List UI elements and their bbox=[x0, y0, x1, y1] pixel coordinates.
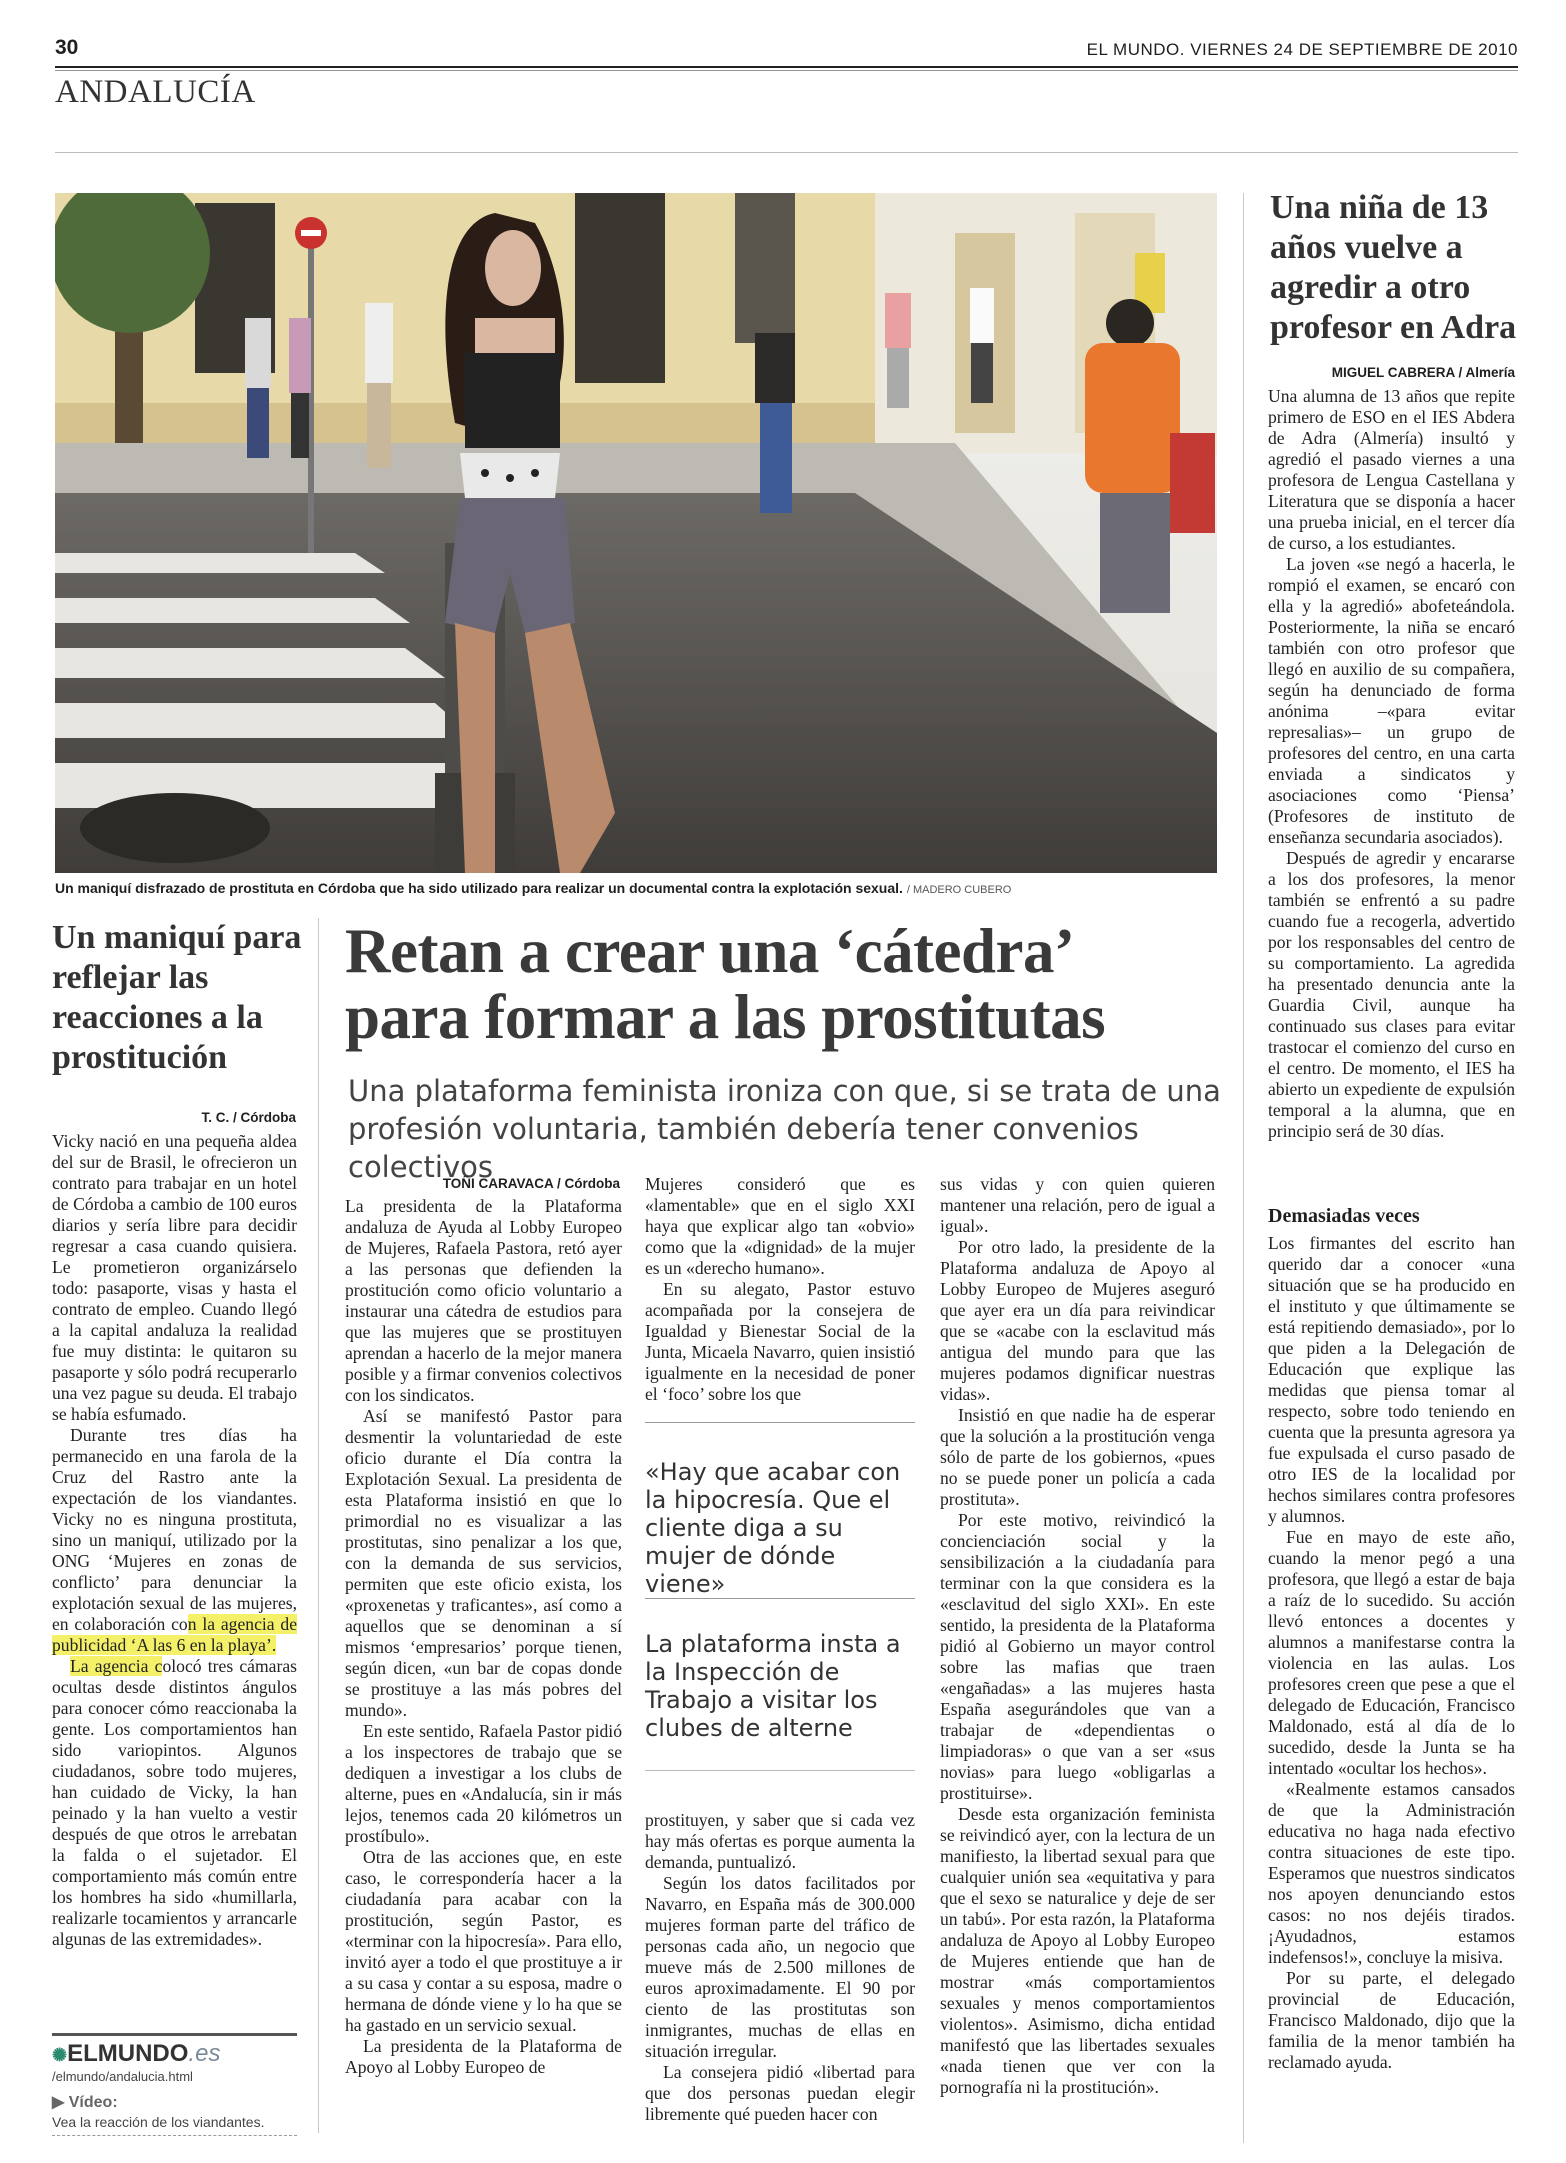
left-article-body bbox=[52, 1131, 297, 1950]
page-number: 30 bbox=[55, 36, 79, 59]
column-divider bbox=[318, 918, 319, 2133]
main-column-2-top bbox=[645, 1174, 915, 1405]
side-article-body bbox=[1268, 386, 1515, 1142]
paragraph: Así se manifestó Pastor para desmentir la voluntariedad de este oficio durante el Día contra la Explotación Sexual. La presidenta de esta Plataforma insistió en que lo primordial no es visualizar a las prostitutas, sino penalizar a los que, con la demanda de sus servicios, permiten que este oficio exista, los «proxenetas y traficantes», así como a aquellos que se denominan a sí mismos ‘empresarios’ porque tienen, según dicen, «un bar de copas donde se prostituye a las más pobres del mundo». bbox=[345, 1406, 622, 1720]
paragraph: Por otro lado, la presidente de la Plataforma andaluza de Apoyo al Lobby Europeo de Mujeres aseguró que ayer era un día para reivindicar que se «acabe con la esclavitud más antigua del mundo para que las mujeres podamos dignificar nuestras vidas». bbox=[940, 1237, 1215, 1404]
paragraph: Según los datos facilitados por Navarro, en España más de 300.000 mujeres forman parte del tráfico de personas cada año, un negocio que mueve más de 2.500 millones de euros aproximadamente. El 90 por ciento de las prostitutas son inmigrantes, muchas de ellas en situación irregular. bbox=[645, 1873, 915, 2061]
paragraph: La presidenta de la Plataforma de Apoyo al Lobby Europeo de bbox=[345, 2036, 622, 2077]
web-box-rule bbox=[52, 2033, 297, 2036]
paragraph bbox=[52, 1425, 297, 1656]
main-byline: TOÑI CARAVACA / Córdoba bbox=[442, 1176, 620, 1191]
brand-name: ELMUNDO bbox=[67, 2040, 189, 2067]
paragraph: La consejera pidió «libertad para que dos personas puedan elegir libremente qué pueden hacer con bbox=[645, 2062, 915, 2124]
section-rule bbox=[55, 152, 1518, 153]
paragraph: Mujeres consideró que es «lamentable» que en el siglo XXI haya que explicar algo tan «obvio» como que la «dignidad» de la mujer es un «derecho humano». bbox=[645, 1174, 915, 1278]
main-column-3 bbox=[940, 1174, 1215, 2098]
paragraph: Los firmantes del escrito han querido dar a conocer «una situación que se ha producido en el instituto y que últimamente se está repitiendo demasiado», por lo que piden a la Delegación de Educación que explique las medidas que piensa tomar al respecto, sobre todo teniendo en cuenta que la presunta agresora ya fue expulsada el curso pasado de otro IES de la localidad por hechos similares contra profesores y alumnos. bbox=[1268, 1233, 1515, 1526]
paragraph: Después de agredir y encararse a los dos profesores, la menor también se enfrentó a su padre cuando fue a recogerla, advertido por los responsables del centro de su comportamiento. La agredida ha presentado denuncia ante la Guardia Civil, aunque ha continuado sus clases para evitar trastocar el comienzo del curso en el centro. De momento, el IES ha abierto un expediente de expulsión temporal a la alumna, que en principio será de 30 días. bbox=[1268, 848, 1515, 1141]
text-run: Durante tres días ha permanecido en una farola de la Cruz del Rastro ante la expectación de los viandantes. Vicky no es ninguna prostituta, sino un maniquí, utilizado por la ONG ‘Mujeres en zonas de conflicto’ para denunciar la explotación sexual de las mujeres, en colaboración co bbox=[52, 1425, 297, 1634]
paragraph: sus vidas y con quien quieren mantener una relación, pero de igual a igual». bbox=[940, 1174, 1215, 1236]
paragraph: Insistió en que nadie ha de esperar que la solución a la prostitución venga sólo de parte de los gobiernos, «pues no se puede poner un policía a cada prostituta». bbox=[940, 1405, 1215, 1509]
highlighted-text: La agencia c bbox=[70, 1656, 163, 1676]
column-divider bbox=[1243, 193, 1244, 2143]
paragraph: La joven «se negó a hacerla, le rompió el examen, se encaró con ella y la agredió» abofeteándola. Posteriormente, la niña se encaró también con otro profesor que llegó en auxilio de su compañera, según ha denunciado de forma anónima –«para evitar represalias»– un grupo de profesores del centro, en una carta enviada a sindicatos y asociaciones como ‘Piensa’ (Profesores de instituto de enseñanza secundaria asociados). bbox=[1268, 554, 1515, 847]
paragraph: Por su parte, el delegado provincial de Educación, Francisco Maldonado, dijo que la familia de la menor también ha reclamado ayuda. bbox=[1268, 1968, 1515, 2072]
quote-rule bbox=[645, 1422, 915, 1423]
side-article-byline: MIGUEL CABRERA / Almería bbox=[1331, 365, 1515, 380]
paragraph: La presidenta de la Plataforma andaluza de Ayuda al Lobby Europeo de Mujeres, Rafaela Pastora, retó ayer a las personas que defienden la prostitución como oficio voluntario a instaurar una cátedra de estudios para que las mujeres que se prostituyen aprendan a hacerlo de la mejor manera posible y a firmar convenios colectivos con los sindicatos. bbox=[345, 1196, 622, 1405]
deck-line: Una plataforma feminista ironiza con que, si se trata de una bbox=[348, 1074, 1221, 1108]
paragraph: Desde esta organización feminista se reivindicó ayer, con la lectura de un manifiesto, la libertad sexual para que cualquier unión sea «equitativa y para que el sexo se naturalice y deje de ser un tabú». Por esta razón, la Plataforma andaluza de Apoyo al Lobby Europeo de Mujeres entiende que han de mostrar «más comportamientos sexuales y menos comportamientos violentos». Asimismo, dicha entidad manifestó que las libertades sexuales «nada tienen que ver con la pornografía ni la prostitución». bbox=[940, 1804, 1215, 2097]
deck-line: profesión voluntaria, también debería tener convenios colectivos bbox=[348, 1112, 1139, 1184]
video-label[interactable]: ▶ Vídeo: bbox=[52, 2094, 118, 2111]
paragraph: «Realmente estamos cansados de que la Administración educativa no haga nada efectivo contra situaciones de este tipo. Esperamos que nuestros sindicatos nos apoyen denunciando estos casos: no nos dejéis tirados. ¡Ayudadnos, estamos indefensos!», concluye la misiva. bbox=[1268, 1779, 1515, 1967]
paragraph: Otra de las acciones que, en este caso, le correspondería hacer a la ciudadanía para acabar con la prostitución, según Pastor, es «terminar con la hipocresía». Para ello, invitó ayer a todo el que prostituye a ir a su casa y contar a su esposa, madre o hermana de dónde viene y lo ha que se ha gastado en un servicio sexual. bbox=[345, 1847, 622, 2035]
dotted-divider bbox=[52, 2135, 297, 2136]
header-rule-thin bbox=[55, 70, 1518, 71]
text-run: olocó tres cámaras ocultas desde distintos ángulos para conocer cómo reaccionaba la gente. Los comportamientos han sido variopintos. Algunos ciudadanos, sobre todo mujeres, han cuidado de Vicky, la han peinado y la han vuelto a vestir después de que otros le arrebatan la falda o el sujetador. El comportamiento más común entre los hombres ha sido «humillarla, realizarle tocamientos y arrancarle algunas de las extremidades». bbox=[52, 1656, 297, 1949]
headline-line: para formar a las prostitutas bbox=[345, 982, 1106, 1052]
main-column-1 bbox=[345, 1196, 622, 2078]
paragraph: prostituyen, y saber que si cada vez hay más ofertas es porque aumenta la demanda, puntualizó. bbox=[645, 1810, 915, 1872]
paragraph: Fue en mayo de este año, cuando la menor pegó a una profesora, que llegó a estar de baja a raíz de lo sucedido. Su acción llevó entonces a docentes y alumnos a manifestarse contra la violencia en las aulas. Los profesores creen que pese a que el delegado de Educación, Francisco Maldonado, está al día de lo sucedido, desde la Junta se ha intentado «ocultar los hechos». bbox=[1268, 1527, 1515, 1778]
brand-suffix: .es bbox=[188, 2040, 221, 2067]
pull-quote-secondary: La plataforma insta a la Inspección de Trabajo a visitar los clubes de alterne bbox=[645, 1630, 901, 1742]
quote-rule bbox=[645, 1770, 915, 1771]
header-rule bbox=[55, 66, 1518, 68]
main-headline bbox=[345, 918, 1225, 1050]
left-article-title: Un maniquí para reflejar las reacciones a la prostitución bbox=[52, 919, 302, 1076]
pull-quote: «Hay que acabar con la hipocresía. Que el cliente diga a su mujer de dónde viene» bbox=[645, 1458, 901, 1598]
web-url[interactable]: /elmundo/andalucia.html bbox=[52, 2069, 193, 2084]
side-article-body-continued bbox=[1268, 1233, 1515, 2073]
side-article-title: Una niña de 13 años vuelve a agredir a otro profesor en Adra bbox=[1270, 189, 1517, 346]
paragraph: Una alumna de 13 años que repite primero de ESO en el IES Abdera de Adra (Almería) insultó y agredió el pasado viernes a una profesora de Lengua Castellana y Literatura que se disponía a hacer una prueba inicial, en el tercer día de curso, a los estudiantes. bbox=[1268, 386, 1515, 553]
video-description: Vea la reacción de los viandantes. bbox=[52, 2114, 265, 2130]
paragraph: Vicky nació en una pequeña aldea del sur de Brasil, le ofrecieron un contrato para trabajar en un hotel de Córdoba a cambio de 100 euros diarios y sería libre para decidir regresar a casa cuando quisiera. Le prometieron organizárselo todo: pasaporte, visas y hasta el contrato de empleo. Cuando llegó a la capital andaluza la realidad fue muy distinta: le quitaron su pasaporte y sólo podrá recuperarlo una vez pague su deuda. El trabajo se había esfumado. bbox=[52, 1131, 297, 1424]
caption-text: Un maniquí disfrazado de prostituta en Córdoba que ha sido utilizado para realizar un documental contra la explotación sexual. bbox=[55, 880, 903, 896]
main-deck bbox=[348, 1072, 1228, 1186]
section-title: ANDALUCÍA bbox=[55, 74, 256, 110]
dateline: EL MUNDO. VIERNES 24 DE SEPTIEMBRE DE 2010 bbox=[1086, 40, 1518, 59]
photo-caption bbox=[55, 880, 1220, 896]
photo-credit: / MADERO CUBERO bbox=[906, 884, 1012, 896]
paragraph: En su alegato, Pastor estuvo acompañada por la consejera de Igualdad y Bienestar Social de la Junta, Micaela Navarro, quien insistió igualmente en la necesidad de poner el ‘foco’ sobre los que bbox=[645, 1279, 915, 1404]
headline-line: Retan a crear una ‘cátedra’ bbox=[345, 916, 1075, 986]
side-article-subhead: Demasiadas veces bbox=[1268, 1205, 1420, 1227]
street-photo bbox=[55, 193, 1217, 873]
globe-icon: ✺ bbox=[52, 2045, 68, 2065]
paragraph bbox=[52, 1656, 297, 1950]
main-column-2-bottom bbox=[645, 1810, 915, 2125]
quote-rule bbox=[645, 1598, 915, 1599]
paragraph: Por este motivo, reivindicó la concienciación social y la sensibilización a la ciudadanía para terminar con la que considera es la «esclavitud del siglo XXI». En este sentido, la presidenta de la Plataforma pidió al Gobierno un mayor control sobre las mafias que traen «engañadas» a las mujeres hasta España asegurándoles que van a trabajar de «dependientas o limpiadoras» o que van a ser «sus novias» para luego «obligarlas a prostituirse». bbox=[940, 1510, 1215, 1803]
left-article-byline: T. C. / Córdoba bbox=[201, 1110, 296, 1125]
elmundo-logo bbox=[52, 2040, 220, 2068]
paragraph: En este sentido, Rafaela Pastor pidió a los inspectores de trabajo que se dediquen a investigar a los clubs de alterne, pues en «Andalucía, sin ir más lejos, tenemos cada 20 kilómetros un prostíbulo». bbox=[345, 1721, 622, 1846]
highlighted-text: n la agencia de publicidad ‘A las 6 en la playa’. bbox=[52, 1614, 297, 1655]
